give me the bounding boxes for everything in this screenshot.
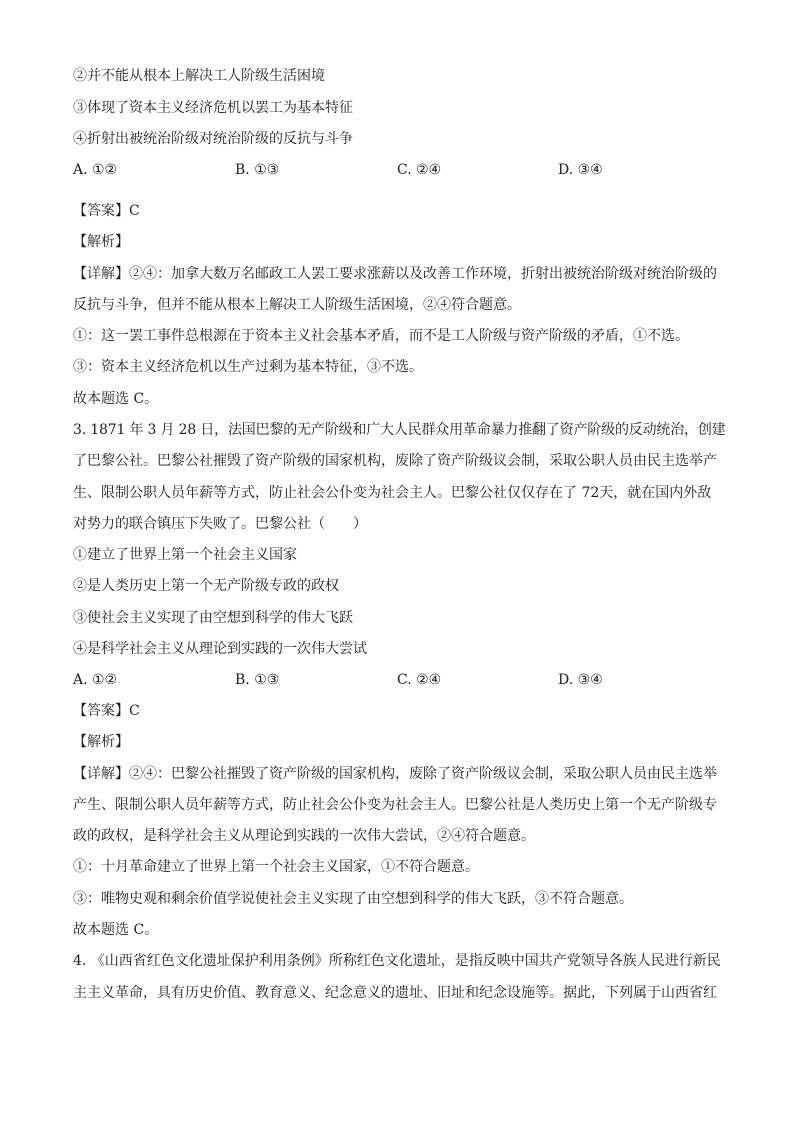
q2-detail-line-1: 【详解】②④：加拿大数万名邮政工人罢工要求涨薪以及改善工作环境，折射出被统治阶级对统治阶级的	[73, 266, 717, 282]
q3-stem-line-2: 了巴黎公社。巴黎公社摧毁了资产阶级的国家机构，废除了资产阶级议会制，采取公职人员由民主选举产	[73, 453, 717, 469]
q3-stem-line-3: 生、限制公职人员年薪等方式，防止社会公仆变为社会主人。巴黎公社仅仅存在了 72天，就在国内外敌	[73, 485, 712, 501]
q3-statement-4: ④是科学社会主义从理论到实践的一次伟大尝试	[73, 641, 367, 657]
q2-analysis-label: 【解析】	[73, 234, 129, 250]
q3-conclusion: 故本题选 C。	[73, 922, 159, 938]
q2-detail-line-4: ③：资本主义经济危机以生产过剩为基本特征，③不选。	[73, 359, 423, 375]
q3-options	[73, 670, 733, 690]
q3-statement-3: ③使社会主义实现了由空想到科学的伟大飞跃	[73, 610, 353, 626]
q2-conclusion: 故本题选 C。	[73, 391, 159, 407]
q2-statement-4: ④折射出被统治阶级对统治阶级的反抗与斗争	[73, 131, 353, 147]
q3-detail-line-2: 产生、限制公职人员年薪等方式，防止社会公仆变为社会主人。巴黎公社是人类历史上第一个无产阶级专	[73, 797, 717, 813]
q2-option-b: B. ①③	[235, 162, 280, 178]
q2-statement-3: ③体现了资本主义经济危机以罢工为基本特征	[73, 100, 353, 116]
q2-option-c: C. ②④	[397, 162, 442, 178]
q2-answer: 【答案】C	[73, 203, 140, 219]
q2-option-a: A. ①②	[73, 162, 118, 178]
q3-statement-1: ①建立了世界上第一个社会主义国家	[73, 547, 297, 563]
q2-detail-line-3: ①：这一罢工事件总根源在于资本主义社会基本矛盾，而不是工人阶级与资产阶级的矛盾，①不选。	[73, 328, 689, 344]
q3-analysis-label: 【解析】	[73, 734, 129, 750]
q3-detail-line-3: 政的政权，是科学社会主义从理论到实践的一次伟大尝试，②④符合题意。	[73, 828, 535, 844]
q3-stem-line-1: 3. 1871 年 3 月 28 日，法国巴黎的无产阶级和广大人民群众用革命暴力推翻了资产阶级的反动统治，创建	[73, 422, 726, 438]
q3-option-d: D. ③④	[558, 672, 603, 688]
q3-statement-2: ②是人类历史上第一个无产阶级专政的政权	[73, 578, 339, 594]
q4-stem-line-2: 主主义革命，具有历史价值、教育意义、纪念意义的遗址、旧址和纪念设施等。据此，下列属于山西省红	[73, 985, 717, 1001]
q3-option-a: A. ①②	[73, 672, 118, 688]
q4-stem-line-1: 4. 《山西省红色文化遗址保护利用条例》所称红色文化遗址，是指反映中国共产党领导各族人民进行新民	[73, 953, 721, 969]
q3-detail-line-5: ③：唯物史观和剩余价值学说使社会主义实现了由空想到科学的伟大飞跃，③不符合题意。	[73, 891, 633, 907]
q2-detail-line-2: 反抗与斗争，但并不能从根本上解决工人阶级生活困境，②④符合题意。	[73, 297, 521, 313]
q2-option-d: D. ③④	[558, 162, 603, 178]
q3-detail-line-1: 【详解】②④：巴黎公社摧毁了资产阶级的国家机构，废除了资产阶级议会制，采取公职人员由民主选举	[73, 766, 717, 782]
q3-answer: 【答案】C	[73, 703, 140, 719]
q3-option-b: B. ①③	[235, 672, 280, 688]
q3-detail-line-4: ①：十月革命建立了世界上第一个社会主义国家，①不符合题意。	[73, 859, 479, 875]
q2-options	[73, 160, 733, 180]
q3-option-c: C. ②④	[397, 672, 442, 688]
q2-statement-2: ②并不能从根本上解决工人阶级生活困境	[73, 68, 325, 84]
q3-stem-line-4: 对势力的联合镇压下失败了。巴黎公社（ ）	[73, 516, 367, 532]
